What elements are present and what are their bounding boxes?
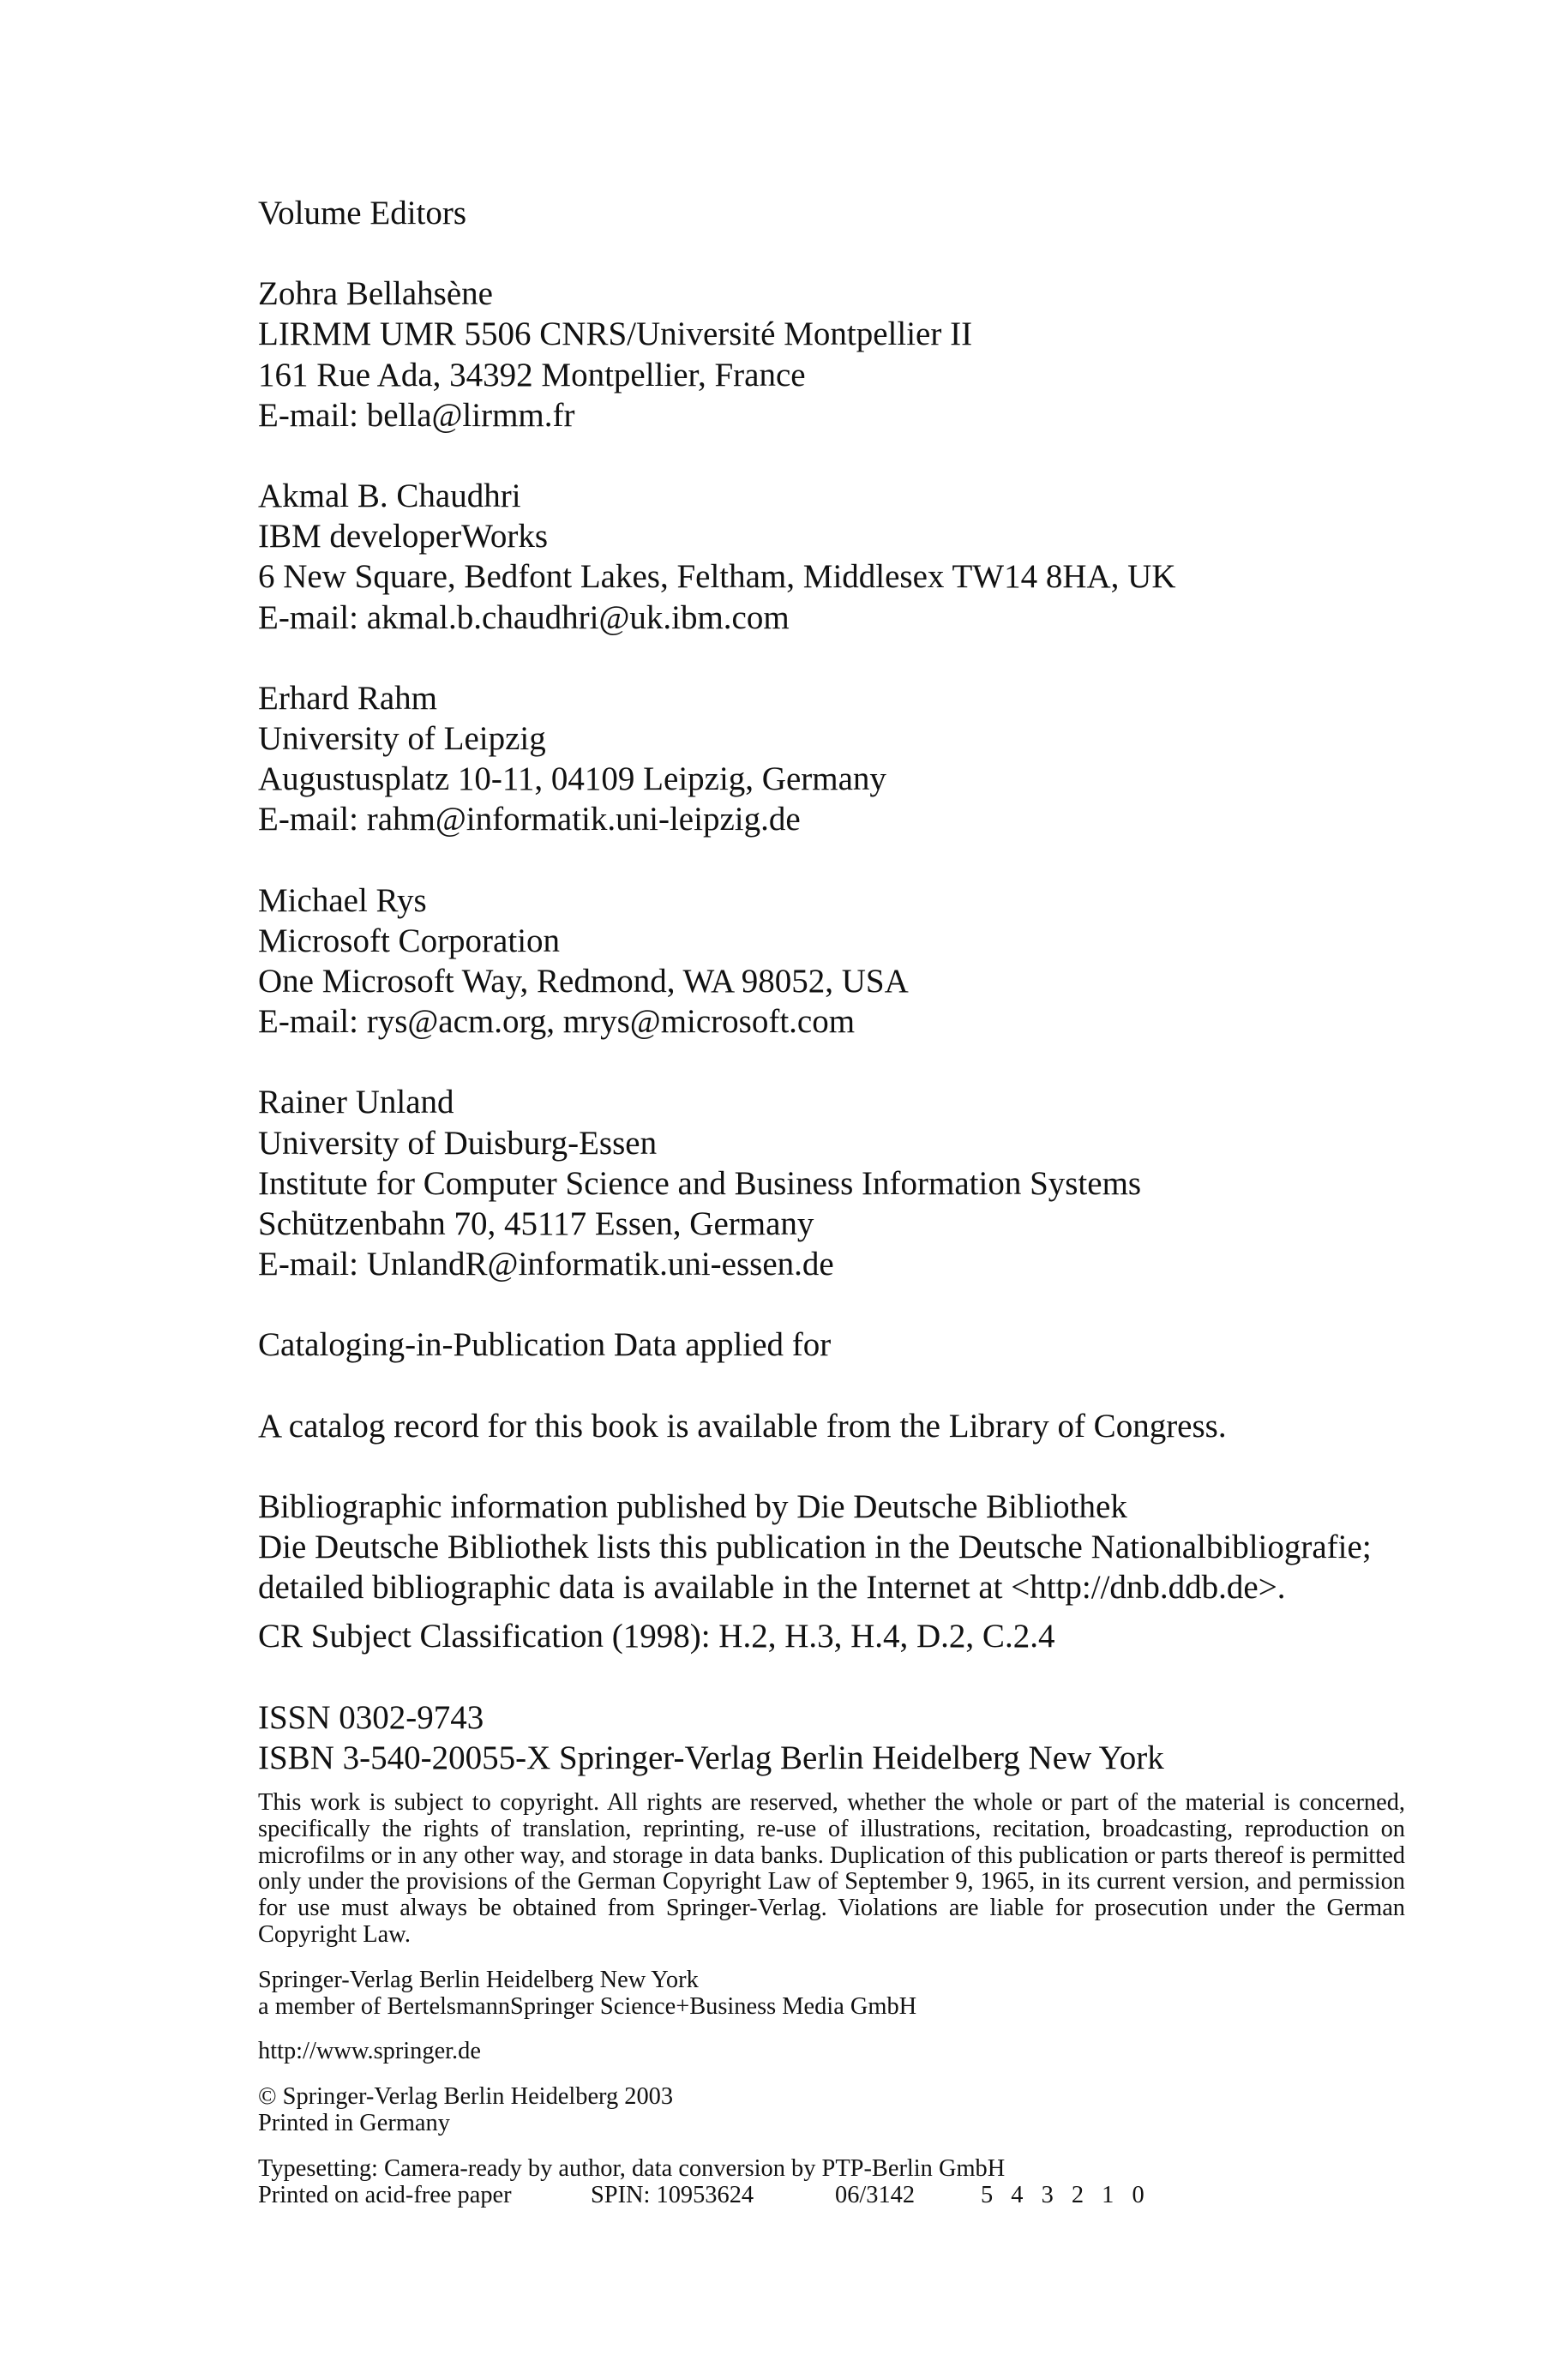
editor-affiliation: Microsoft Corporation	[258, 922, 561, 959]
cip-statement: Cataloging-in-Publication Data applied for	[258, 1326, 832, 1364]
editor-address: Schützenbahn 70, 45117 Essen, Germany	[258, 1205, 814, 1243]
editor-email: E-mail: rys@acm.org, mrys@microsoft.com	[258, 1003, 856, 1041]
editor-address: Augustusplatz 10-11, 04109 Leipzig, Germany	[258, 760, 886, 798]
copyright-block	[258, 2084, 1407, 2137]
publisher-block	[258, 1967, 1407, 2021]
copyright-notice: This work is subject to copyright. All rights are reserved, whether the whole or part of the material is concerned, specifically the rights of translation, reprinting, re-use of illustrations, recitation, broadcasting, reproduction on microfilms or in any other way, and storage in data banks. Duplication of this publication or parts thereof is permitted only under the provisions of the German Copyright Law of September 9, 1965, in its current version, and permission for use must always be obtained from Springer-Verlag. Violations are liable for prosecution under the German Copyright Law.	[258, 1789, 1405, 1949]
editor-institute: Institute for Computer Science and Business Information Systems	[258, 1164, 1142, 1202]
copyright-page	[258, 193, 1407, 2208]
editor-name: Erhard Rahm	[258, 679, 438, 717]
editor-email: E-mail: UnlandR@informatik.uni-essen.de	[258, 1246, 834, 1283]
print-code: 06/3142	[835, 2181, 916, 2208]
editor-name: Rainer Unland	[258, 1084, 454, 1121]
typesetting-line: Typesetting: Camera-ready by author, data conversion by PTP-Berlin GmbH	[258, 2154, 1006, 2182]
cr-subject-classification: CR Subject Classification (1998): H.2, H.3, H.4, D.2, C.2.4	[258, 1618, 1055, 1655]
acid-free-paper: Printed on acid-free paper	[258, 2181, 512, 2208]
isbn: ISBN 3-540-20055-X Springer-Verlag Berlin Heidelberg New York	[258, 1739, 1164, 1776]
editor-name: Akmal B. Chaudhri	[258, 478, 521, 515]
publisher-line: a member of BertelsmannSpringer Science+Business Media GmbH	[258, 1992, 917, 2020]
bibliographic-line: Die Deutsche Bibliothek lists this publication in the Deutsche Nationalbibliografie;	[258, 1529, 1372, 1566]
editor-affiliation: LIRMM UMR 5506 CNRS/Université Montpellier II	[258, 315, 973, 353]
editor-affiliation: University of Duisburg-Essen	[258, 1124, 658, 1162]
printed-in-line: Printed in Germany	[258, 2110, 450, 2137]
editor-chaudhri	[258, 476, 1407, 638]
editor-name: Michael Rys	[258, 881, 427, 919]
production-block	[258, 2156, 1407, 2209]
bibliographic-information	[258, 1487, 1407, 1608]
volume-editors-heading: Volume Editors	[258, 195, 467, 231]
editor-address: 6 New Square, Bedfont Lakes, Feltham, Middlesex TW14 8HA, UK	[258, 558, 1176, 596]
editor-name: Zohra Bellahsène	[258, 275, 493, 313]
issn: ISSN 0302-9743	[258, 1698, 484, 1736]
editor-rys	[258, 880, 1407, 1042]
editor-email: E-mail: rahm@informatik.uni-leipzig.de	[258, 801, 801, 838]
editor-email: E-mail: bella@lirmm.fr	[258, 396, 575, 434]
bibliographic-line: detailed bibliographic data is available in the Internet at <http://dnb.ddb.de>.	[258, 1569, 1286, 1607]
editor-address: 161 Rue Ada, 34392 Montpellier, France	[258, 356, 806, 393]
copyright-line: © Springer-Verlag Berlin Heidelberg 2003	[258, 2083, 674, 2111]
printed-row	[258, 2183, 1407, 2209]
publisher-website: http://www.springer.de	[258, 2038, 481, 2065]
print-run: 5 4 3 2 1 0	[981, 2181, 1150, 2208]
editor-bellahsene	[258, 273, 1407, 436]
bibliographic-line: Bibliographic information published by Die Deutsche Bibliothek	[258, 1487, 1127, 1525]
editor-address: One Microsoft Way, Redmond, WA 98052, USA	[258, 963, 909, 1000]
editor-affiliation: IBM developerWorks	[258, 518, 549, 556]
publisher-line: Springer-Verlag Berlin Heidelberg New York	[258, 1966, 699, 1993]
editor-rahm	[258, 678, 1407, 840]
editor-affiliation: University of Leipzig	[258, 720, 546, 758]
catalog-record-statement: A catalog record for this book is available from the Library of Congress.	[258, 1407, 1227, 1445]
editor-email: E-mail: akmal.b.chaudhri@uk.ibm.com	[258, 598, 790, 636]
editor-unland	[258, 1082, 1407, 1284]
spin-number: SPIN: 10953624	[591, 2181, 754, 2208]
